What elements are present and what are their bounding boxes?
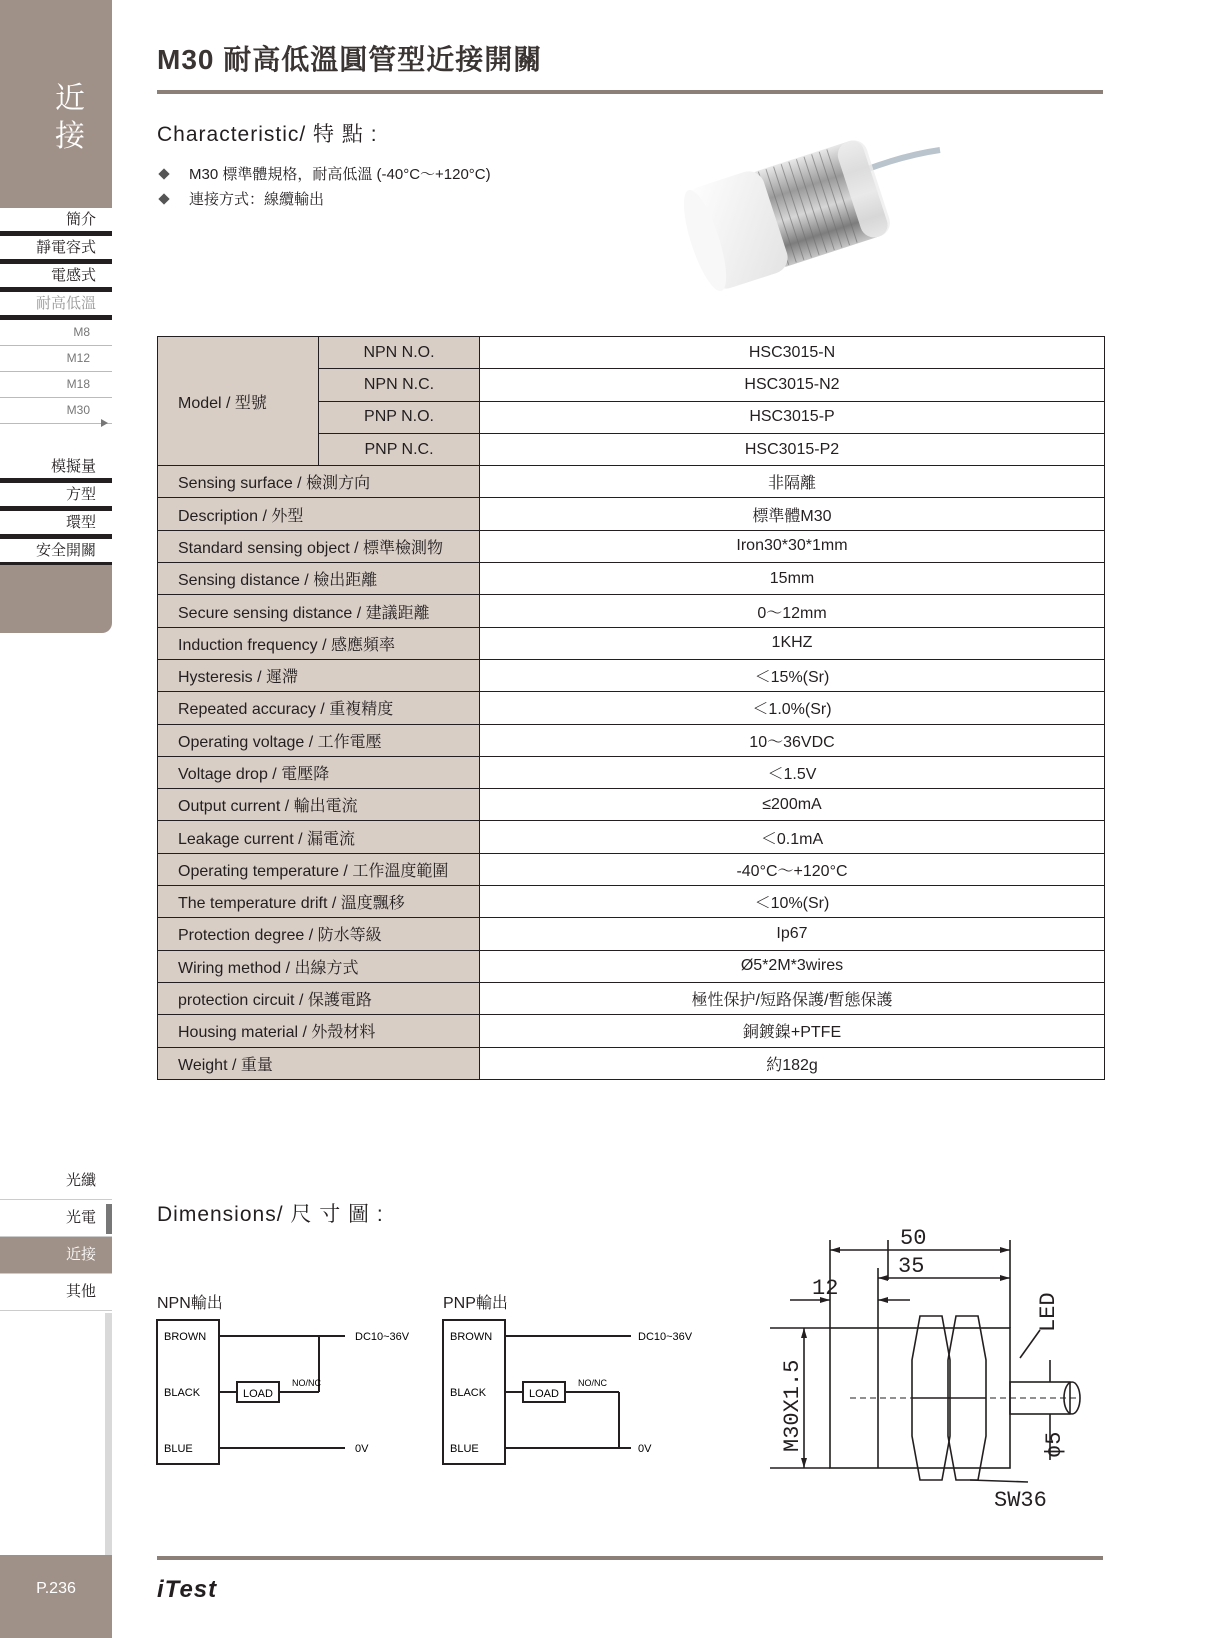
sidebar-item-ring[interactable]: 環型 (0, 511, 112, 539)
dimension-drawing (770, 1220, 1115, 1520)
npn-dc-label: DC10~36V (355, 1331, 410, 1343)
table-row (158, 1047, 1105, 1079)
sidebar-nav-top (0, 208, 112, 424)
spec-label: Voltage drop / 電壓降 (158, 756, 480, 788)
dim-50: 50 (900, 1226, 927, 1251)
product-image (665, 110, 965, 310)
table-row (158, 627, 1105, 659)
spec-value: Ø5*2M*3wires (480, 950, 1105, 982)
characteristic-item: M30 標準體規格，耐高低溫 (-40°C～+120°C) (157, 162, 491, 187)
sidebar-nav-mid (0, 455, 112, 567)
title-rule (157, 90, 1103, 94)
table-row (158, 724, 1105, 756)
spec-value: ＜10%(Sr) (480, 886, 1105, 918)
model-value: HSC3015-N2 (480, 369, 1105, 401)
sidebar-item-analog[interactable]: 模擬量 (0, 455, 112, 483)
sidebar-item-intro[interactable]: 簡介 (0, 208, 112, 236)
spec-value: 0～12mm (480, 595, 1105, 627)
sidebar-sub-m12[interactable]: M12 (0, 346, 112, 372)
dim-thread: M30X1.5 (780, 1359, 805, 1452)
page-number: P.236 (36, 1580, 76, 1597)
table-row (158, 756, 1105, 788)
model-value: HSC3015-P2 (480, 433, 1105, 465)
sidebar-sub-m30[interactable]: M30 (0, 398, 112, 424)
sidebar-item-photoelectric[interactable] (0, 1200, 112, 1237)
model-type: PNP N.O. (319, 401, 480, 433)
spec-value: -40°C～+120°C (480, 853, 1105, 885)
spec-label: Description / 外型 (158, 498, 480, 530)
spec-value: ＜0.1mA (480, 821, 1105, 853)
spec-value: 10～36VDC (480, 724, 1105, 756)
table-row (158, 466, 1105, 498)
sidebar-sub-m8[interactable]: M8 (0, 320, 112, 346)
spec-label: Sensing distance / 檢出距離 (158, 563, 480, 595)
spec-value: 非隔離 (480, 466, 1105, 498)
table-row (158, 853, 1105, 885)
characteristic-item: 連接方式：線纜輸出 (157, 187, 491, 212)
category-tab (0, 0, 112, 208)
table-row (158, 563, 1105, 595)
table-row (158, 659, 1105, 691)
table-row (158, 789, 1105, 821)
spec-label: The temperature drift / 溫度飄移 (158, 886, 480, 918)
sidebar-line (105, 1313, 112, 1557)
spec-value: 1KHZ (480, 627, 1105, 659)
page-title: M30 耐高低溫圓管型近接開關 (157, 44, 543, 75)
dim-phi5: ϕ5 (1042, 1431, 1067, 1458)
npn-blue-label: BLUE (164, 1443, 193, 1455)
table-row (158, 595, 1105, 627)
pnp-load-label: LOAD (529, 1388, 559, 1400)
sidebar-item-inductive[interactable]: 電感式 (0, 264, 112, 292)
pnp-wiring-diagram (441, 1318, 716, 1468)
dim-led: LED (1036, 1292, 1061, 1332)
model-label: Model / 型號 (158, 337, 319, 466)
characteristic-heading: Characteristic/ 特 點 : (157, 123, 378, 146)
pnp-black-label: BLACK (450, 1387, 487, 1399)
sidebar-sub-m18[interactable]: M18 (0, 372, 112, 398)
pnp-zero-label: 0V (638, 1443, 652, 1455)
spec-label: Housing material / 外殼材料 (158, 1015, 480, 1047)
sidebar-item-high-low-temp[interactable]: 耐高低溫 (0, 292, 112, 320)
npn-zero-label: 0V (355, 1443, 369, 1455)
sidebar-item-capacitive[interactable]: 靜電容式 (0, 236, 112, 264)
dim-sw36: SW36 (994, 1488, 1047, 1513)
spec-value: Ip67 (480, 918, 1105, 950)
spec-label: Standard sensing object / 標準檢測物 (158, 530, 480, 562)
table-row (158, 692, 1105, 724)
sidebar-item-safety-switch[interactable]: 安全開關 (0, 539, 112, 567)
pnp-nonc-label: NO/NC (578, 1378, 607, 1388)
spec-label: Wiring method / 出線方式 (158, 950, 480, 982)
spec-value: 銅鍍鎳+PTFE (480, 1015, 1105, 1047)
spec-value: ＜1.5V (480, 756, 1105, 788)
spec-label: protection circuit / 保護電路 (158, 982, 480, 1014)
spec-label: Repeated accuracy / 重複精度 (158, 692, 480, 724)
table-row (158, 821, 1105, 853)
table-row (158, 982, 1105, 1014)
table-row (158, 530, 1105, 562)
table-row (158, 337, 1105, 369)
sidebar-item-fiber[interactable]: 光纖 (0, 1163, 112, 1200)
spec-value: 標準體M30 (480, 498, 1105, 530)
npn-wiring-diagram (155, 1318, 430, 1468)
sidebar-block (0, 565, 112, 633)
brand-logo: iTest (157, 1576, 218, 1603)
spec-table (157, 336, 1105, 1080)
npn-brown-label: BROWN (164, 1331, 207, 1343)
spec-label: Weight / 重量 (158, 1047, 480, 1079)
spec-label: Sensing surface / 檢測方向 (158, 466, 480, 498)
spec-label: Protection degree / 防水等級 (158, 918, 480, 950)
spec-value: 15mm (480, 563, 1105, 595)
spec-value: ≤200mA (480, 789, 1105, 821)
dim-35: 35 (898, 1254, 925, 1279)
dimensions-heading: Dimensions/ 尺 寸 圖 : (157, 1203, 384, 1226)
footer-rule (157, 1556, 1103, 1560)
sidebar-item-label: 光電 (65, 1209, 96, 1226)
model-type: NPN N.C. (319, 369, 480, 401)
npn-load-label: LOAD (243, 1388, 273, 1400)
spec-value: 極性保护/短路保護/暫態保護 (480, 982, 1105, 1014)
characteristic-list (157, 162, 491, 212)
spec-value: 約182g (480, 1047, 1105, 1079)
pnp-title: PNP輸出 (443, 1295, 508, 1312)
spec-label: Leakage current / 漏電流 (158, 821, 480, 853)
sidebar-marker (106, 1204, 112, 1234)
npn-nonc-label: NO/NC (292, 1378, 321, 1388)
category-label: 近接 (55, 82, 85, 153)
model-value: HSC3015-N (480, 337, 1105, 369)
table-row (158, 1015, 1105, 1047)
model-type: PNP N.C. (319, 433, 480, 465)
spec-label: Operating voltage / 工作電壓 (158, 724, 480, 756)
spec-label: Operating temperature / 工作溫度範圍 (158, 853, 480, 885)
pnp-blue-label: BLUE (450, 1443, 479, 1455)
table-row (158, 918, 1105, 950)
spec-value: ＜1.0%(Sr) (480, 692, 1105, 724)
spec-label: Output current / 輸出電流 (158, 789, 480, 821)
spec-value: Iron30*30*1mm (480, 530, 1105, 562)
dim-12: 12 (812, 1276, 839, 1301)
sidebar-nav-bottom (0, 1163, 112, 1311)
sidebar-item-other[interactable]: 其他 (0, 1274, 112, 1311)
pnp-brown-label: BROWN (450, 1331, 493, 1343)
table-row (158, 498, 1105, 530)
table-row (158, 950, 1105, 982)
sidebar-item-proximity[interactable]: 近接 (0, 1237, 112, 1274)
model-type: NPN N.O. (319, 337, 480, 369)
spec-label: Induction frequency / 感應頻率 (158, 627, 480, 659)
npn-black-label: BLACK (164, 1387, 201, 1399)
spec-label: Secure sensing distance / 建議距離 (158, 595, 480, 627)
spec-value: ＜15%(Sr) (480, 659, 1105, 691)
table-row (158, 886, 1105, 918)
sidebar-item-square[interactable]: 方型 (0, 483, 112, 511)
npn-title: NPN輸出 (157, 1295, 223, 1312)
spec-label: Hysteresis / 遲滯 (158, 659, 480, 691)
pnp-dc-label: DC10~36V (638, 1331, 693, 1343)
model-value: HSC3015-P (480, 401, 1105, 433)
